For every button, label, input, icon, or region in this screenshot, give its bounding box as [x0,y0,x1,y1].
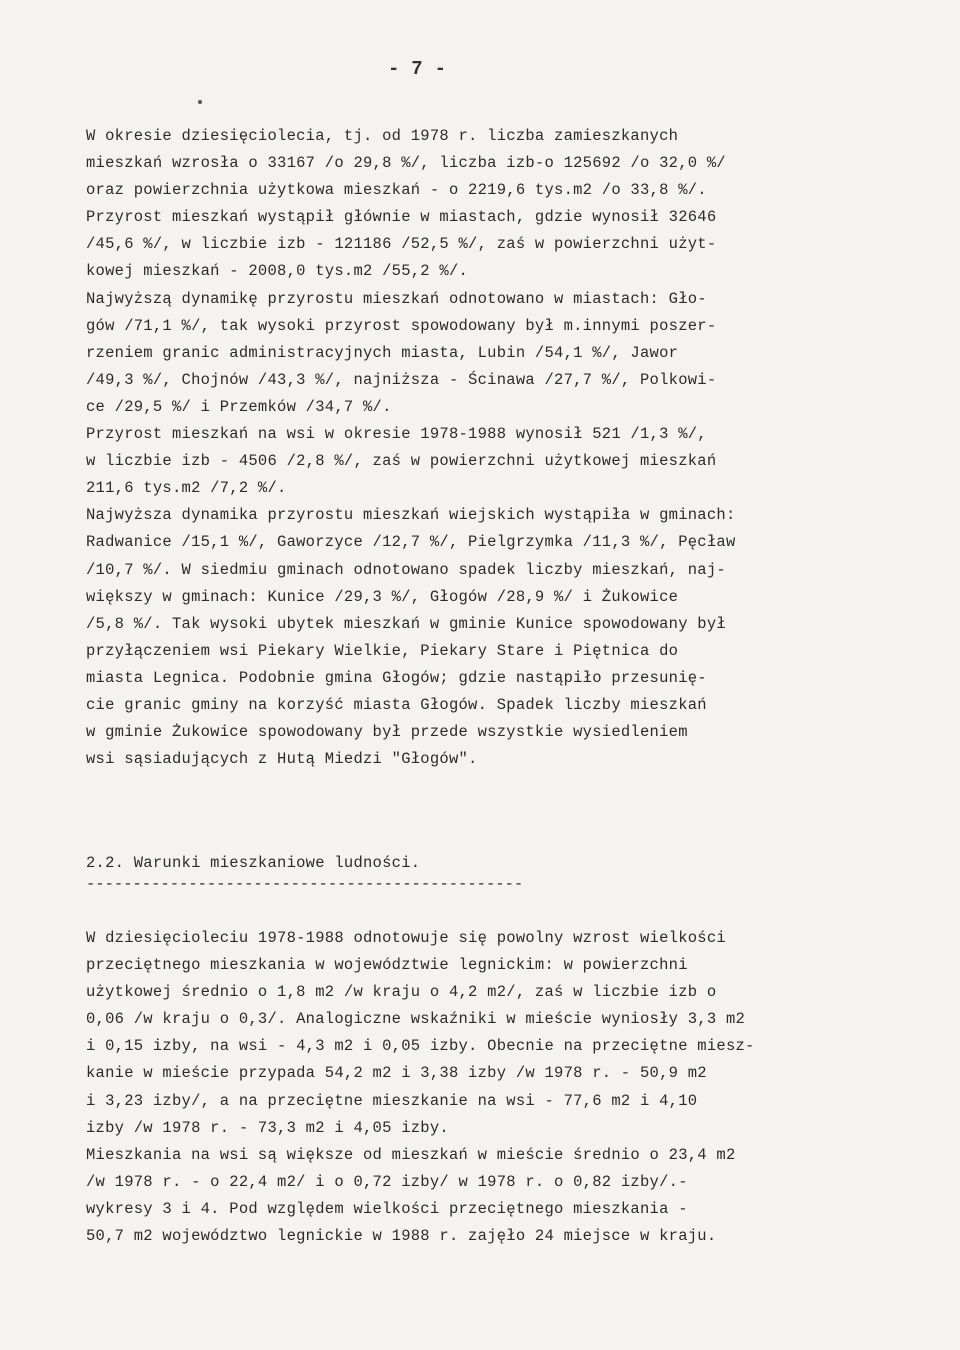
text-line: ce /29,5 %/ i Przemków /34,7 %/. [86,397,392,416]
text-line: /10,7 %/. W siedmiu gminach odnotowano spadek liczby mieszkań, naj- [86,560,726,579]
text-line: cie granic gminy na korzyść miasta Głogów. Spadek liczby mieszkań [86,695,707,714]
text-line: mieszkań wzrosła o 33167 /o 29,8 %/, liczba izb-o 125692 /o 32,0 %/ [86,154,726,173]
text-line: 50,7 m2 województwo legnickie w 1988 r. zajęło 24 miejsce w kraju. [86,1227,717,1246]
text-line: wykresy 3 i 4. Pod względem wielkości przeciętnego mieszkania - [86,1199,688,1218]
text-line: Radwanice /15,1 %/, Gaworzyce /12,7 %/, Pielgrzymka /11,3 %/, Pęcław [86,533,736,552]
text-line: przeciętnego mieszkania w województwie legnickim: w powierzchni [86,956,688,975]
page-number: - 7 - [388,58,447,80]
print-speck [198,100,202,104]
text-line: w gminie Żukowice spowodowany był przede wszystkie wysiedleniem [86,723,688,742]
text-line: miasta Legnica. Podobnie gmina Głogów; gdzie nastąpiło przesunię- [86,668,707,687]
text-line: kowej mieszkań - 2008,0 tys.m2 /55,2 %/. [86,262,469,281]
text-line: gów /71,1 %/, tak wysoki przyrost spowodowany był m.innymi poszer- [86,316,717,335]
section-title: 2.2. Warunki mieszkaniowe ludności. [86,854,421,872]
text-line: /5,8 %/. Tak wysoki ubytek mieszkań w gminie Kunice spowodowany był [86,614,726,633]
text-line: oraz powierzchnia użytkowa mieszkań - o 2219,6 tys.m2 /o 33,8 %/. [86,181,707,200]
text-line: Najwyższa dynamika przyrostu mieszkań wiejskich wystąpiła w gminach: [86,506,736,525]
text-line: /w 1978 r. - o 22,4 m2/ i o 0,72 izby/ w 1978 r. o 0,82 izby/.- [86,1172,688,1191]
text-line: i 3,23 izby/, a na przeciętne mieszkanie na wsi - 77,6 m2 i 4,10 [86,1091,698,1110]
paragraph-housing-conditions [86,925,926,1250]
text-line: kanie w mieście przypada 54,2 m2 i 3,38 izby /w 1978 r. - 50,9 m2 [86,1064,707,1083]
text-line: /45,6 %/, w liczbie izb - 121186 /52,5 %/, zaś w powierzchni użyt- [86,235,717,254]
text-line: 211,6 tys.m2 /7,2 %/. [86,479,287,498]
text-line: izby /w 1978 r. - 73,3 m2 i 4,05 izby. [86,1118,449,1137]
text-line: w liczbie izb - 4506 /2,8 %/, zaś w powierzchni użytkowej mieszkań [86,452,717,471]
text-line: Przyrost mieszkań na wsi w okresie 1978-1988 wynosił 521 /1,3 %/, [86,425,707,444]
text-line: i 0,15 izby, na wsi - 4,3 m2 i 0,05 izby. Obecnie na przeciętne miesz- [86,1037,755,1056]
text-line: Najwyższą dynamikę przyrostu mieszkań odnotowano w miastach: Gło- [86,289,707,308]
section-title-underline: ----------------------------------------------- [86,875,524,893]
text-line: W okresie dziesięciolecia, tj. od 1978 r. liczba zamieszkanych [86,127,679,145]
text-line: Przyrost mieszkań wystąpił głównie w miastach, gdzie wynosił 32646 [86,208,717,227]
text-line: rzeniem granic administracyjnych miasta, Lubin /54,1 %/, Jawor [86,343,679,362]
text-line: użytkowej średnio o 1,8 m2 /w kraju o 4,2 m2/, zaś w liczbie izb o [86,983,717,1002]
text-line: większy w gminach: Kunice /29,3 %/, Głogów /28,9 %/ i Żukowice [86,587,679,606]
text-line: W dziesięcioleciu 1978-1988 odnotowuje się powolny wzrost wielkości [86,929,726,947]
text-line: przyłączeniem wsi Piekary Wielkie, Piekary Stare i Piętnica do [86,641,679,660]
section-heading [86,850,926,891]
text-line: Mieszkania na wsi są większe od mieszkań w mieście średnio o 23,4 m2 [86,1145,736,1164]
text-line: wsi sąsiadujących z Hutą Miedzi "Głogów". [86,750,478,769]
text-line: 0,06 /w kraju o 0,3/. Analogiczne wskaźniki w mieście wyniosły 3,3 m2 [86,1010,746,1029]
paragraph-housing-growth [86,123,926,773]
text-line: /49,3 %/, Chojnów /43,3 %/, najniższa - Ścinawa /27,7 %/, Polkowi- [86,370,717,389]
